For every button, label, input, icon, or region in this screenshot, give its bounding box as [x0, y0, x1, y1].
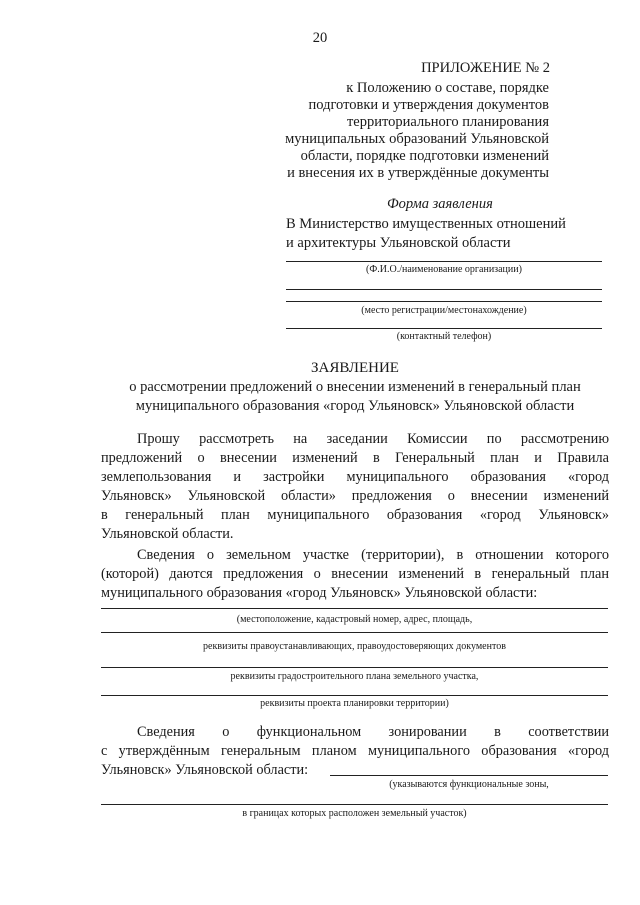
paragraph1-line: Прошу рассмотреть на заседании Комиссии по рассмотрению [137, 431, 609, 447]
zone-field-line [101, 804, 608, 805]
appendix-line: территориального планирования [346, 114, 549, 130]
appendix-line: муниципальных образований Ульяновской [285, 131, 549, 147]
paragraph2-line: муниципального образования «город Ульяновск» Ульяновской области: [101, 585, 538, 601]
applicant-phone-line [286, 328, 602, 329]
addressee-line: и архитектуры Ульяновской области [286, 235, 511, 251]
appendix-description [200, 80, 549, 182]
appendix-line: подготовки и утверждения документов [308, 97, 549, 113]
page-number: 20 [312, 30, 328, 46]
statement-subtitle [100, 378, 610, 416]
statement-title: ЗАЯВЛЕНИЕ [311, 360, 399, 376]
land-field-line [101, 695, 608, 696]
form-label: Форма заявления [387, 196, 493, 212]
appendix-title: ПРИЛОЖЕНИЕ № 2 [421, 60, 550, 76]
land-caption: (местоположение, кадастровый номер, адрес, площадь, [236, 614, 473, 625]
paragraph1-line: Ульяновск» Ульяновской области» предложения о внесении изменений [101, 488, 609, 504]
paragraph1-line: Ульяновской области. [101, 526, 234, 542]
appendix-line: и внесения их в утверждённые документы [287, 165, 549, 181]
zone-caption: (указываются функциональные зоны, [389, 779, 549, 790]
paragraph1-line: землепользования и застройки муниципального образования «город [101, 469, 609, 485]
applicant-address-line-2 [286, 301, 602, 302]
appendix-line: к Положению о составе, порядке [346, 80, 549, 96]
zone-caption: в границах которых расположен земельный участок) [242, 808, 467, 819]
applicant-address-caption: (место регистрации/местонахождение) [361, 305, 527, 316]
land-caption: реквизиты проекта планировки территории) [260, 698, 449, 709]
paragraph3-line: с утверждённым генеральным планом муниципального образования «город [101, 743, 609, 759]
land-field-line [101, 667, 608, 668]
land-field-line [101, 608, 608, 609]
paragraph3-line: Сведения о функциональном зонировании в соответствии [137, 724, 609, 740]
land-field-line [101, 632, 608, 633]
zone-field-line [330, 775, 608, 776]
addressee [286, 215, 566, 253]
applicant-name-line [286, 261, 602, 262]
paragraph2-line: (которой) даются предложения о внесении изменений в генеральный план [101, 566, 609, 582]
paragraph3-line: Ульяновск» Ульяновской области: [101, 762, 309, 778]
applicant-name-caption: (Ф.И.О./наименование организации) [366, 264, 522, 275]
land-caption: реквизиты градостроительного плана земельного участка, [230, 671, 479, 682]
applicant-phone-caption: (контактный телефон) [396, 331, 492, 342]
land-caption: реквизиты правоустанавливающих, правоудостоверяющих документов [203, 641, 506, 652]
applicant-address-line-1 [286, 289, 602, 290]
paragraph1-line: предложений о внесении изменений в Генеральный план и Правила [101, 450, 609, 466]
statement-subtitle-line: муниципального образования «город Ульяновск» Ульяновской области [135, 398, 575, 414]
statement-subtitle-line: о рассмотрении предложений о внесении изменений в генеральный план [129, 379, 581, 395]
appendix-line: области, порядке подготовки изменений [300, 148, 549, 164]
paragraph1-line: в генеральный план муниципального образования «город Ульяновск» [101, 507, 609, 523]
paragraph2-line: Сведения о земельном участке (территории), в отношении которого [137, 547, 609, 563]
addressee-line: В Министерство имущественных отношений [286, 216, 566, 232]
